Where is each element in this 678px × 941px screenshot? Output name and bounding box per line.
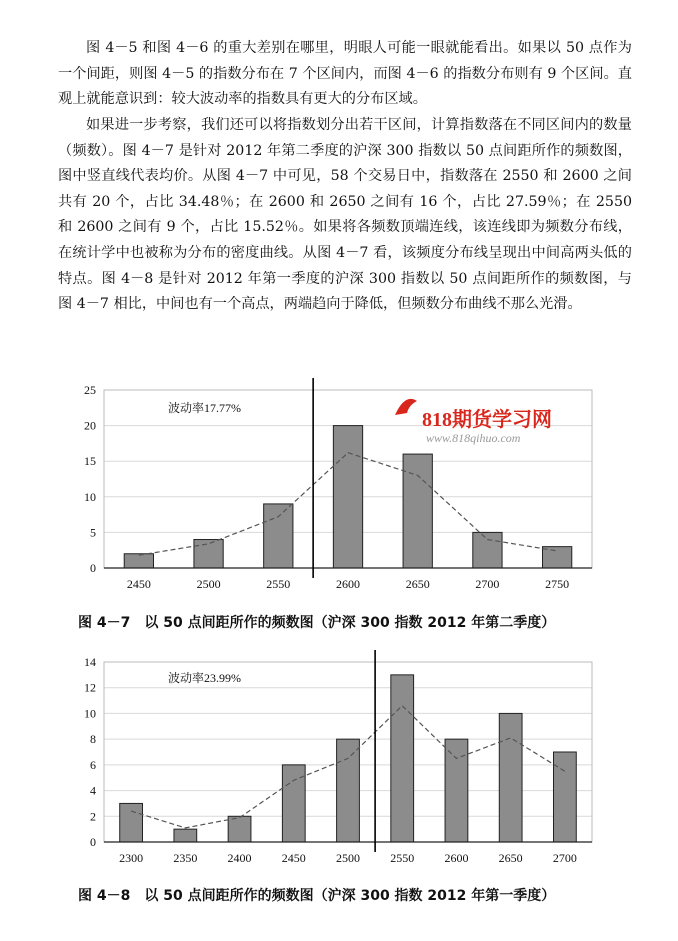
x-tick-label: 2350 bbox=[173, 851, 198, 864]
x-tick-label: 2450 bbox=[126, 577, 151, 591]
y-tick-label: 4 bbox=[90, 783, 96, 798]
bar bbox=[391, 675, 414, 842]
y-tick-label: 10 bbox=[84, 706, 96, 721]
watermark bbox=[395, 399, 552, 445]
figure-title: 以 50 点间距所作的频数图（沪深 300 指数 2012 年第一季度） bbox=[144, 888, 556, 904]
bar bbox=[554, 752, 577, 842]
x-tick-label: 2700 bbox=[552, 851, 577, 864]
bar bbox=[120, 803, 143, 842]
bar bbox=[337, 739, 360, 842]
volatility-annotation: 波动率23.99% bbox=[168, 671, 241, 685]
volatility-annotation: 波动率17.77% bbox=[168, 401, 241, 415]
frequency-chart-q2 bbox=[0, 378, 678, 600]
y-tick-label: 25 bbox=[84, 383, 96, 397]
y-tick-label: 2 bbox=[90, 809, 96, 824]
y-tick-label: 0 bbox=[90, 835, 96, 849]
x-tick-label: 2400 bbox=[227, 851, 252, 864]
x-tick-label: 2650 bbox=[405, 577, 430, 591]
frequency-chart-q1 bbox=[0, 650, 678, 864]
x-tick-label: 2600 bbox=[444, 851, 469, 864]
x-tick-label: 2600 bbox=[336, 577, 360, 591]
y-tick-label: 6 bbox=[90, 757, 96, 772]
bar bbox=[403, 454, 432, 568]
bar bbox=[194, 540, 223, 568]
y-tick-label: 14 bbox=[84, 655, 96, 669]
x-tick-label: 2750 bbox=[545, 577, 570, 591]
bar bbox=[174, 829, 197, 842]
x-tick-label: 2500 bbox=[336, 851, 360, 864]
paragraph-2: 如果进一步考察，我们还可以将指数划分出若干区间，计算指数落在不同区间内的数量（频数）。图 4－7 是针对 2012 年第二季度的沪深 300 指数以 50 点间距所作的频数图，图中竖直线代表均价。从图 4－7 中可见，58 个交易日中，指数落在 2550 和 2600 之间共有 20 个，占比 34.48％；在 2600 和 2650 之间有 16 个，占比 27.59％；在 2550 和 2600 之间有 9 个，占比 15.52％。如果将各频数顶端连线，该连线即为频数分布线，在统计学中也被称为分布的密度曲线。从图 4－7 看，该频度分布线呈现出中间高两头低的特点。图 4－8 是针对 2012 年第一季度的沪深 300 指数以 50 点间距所作的频数图，与图 4－7 相比，中间也有一个高点，两端趋向于降低，但频数分布曲线不那么光滑。 bbox=[58, 117, 632, 313]
y-tick-label: 0 bbox=[90, 561, 96, 575]
x-tick-label: 2700 bbox=[475, 577, 500, 591]
y-tick-label: 5 bbox=[90, 525, 96, 540]
bar bbox=[333, 426, 362, 568]
bar bbox=[264, 504, 293, 568]
x-tick-label: 2300 bbox=[119, 851, 144, 864]
x-tick-label: 2550 bbox=[390, 851, 415, 864]
paragraph-1: 图 4－5 和图 4－6 的重大差别在哪里，明眼人可能一眼就能看出。如果以 50 点作为一个间距，则图 4－5 的指数分布在 7 个区间内，而图 4－6 的指数分布则有 9 个区间。直观上就能意识到：较大波动率的指数具有更大的分布区域。 bbox=[58, 40, 632, 108]
figure-caption-4-8 bbox=[78, 885, 555, 905]
x-tick-label: 2500 bbox=[196, 577, 221, 591]
x-tick-label: 2550 bbox=[266, 577, 291, 591]
bar bbox=[282, 765, 305, 842]
bar bbox=[228, 816, 251, 842]
watermark-brand: 818期货学习网 bbox=[422, 409, 552, 431]
bar bbox=[499, 713, 522, 842]
flame-logo-icon bbox=[395, 399, 417, 415]
bar bbox=[445, 739, 468, 842]
x-tick-label: 2450 bbox=[281, 851, 306, 864]
bar bbox=[124, 554, 153, 568]
y-tick-label: 12 bbox=[84, 680, 96, 695]
y-tick-label: 15 bbox=[84, 454, 96, 469]
y-tick-label: 10 bbox=[84, 489, 96, 504]
figure-number: 图 4－8 bbox=[78, 888, 131, 904]
y-tick-label: 20 bbox=[84, 418, 96, 433]
bar bbox=[473, 532, 502, 568]
figure-number: 图 4－7 bbox=[78, 615, 131, 631]
x-tick-label: 2650 bbox=[498, 851, 523, 864]
figure-caption-4-7 bbox=[78, 612, 555, 632]
y-tick-label: 8 bbox=[90, 732, 96, 747]
bar bbox=[543, 547, 572, 568]
watermark-url: www.818qihuo.com bbox=[426, 431, 521, 445]
figure-title: 以 50 点间距所作的频数图（沪深 300 指数 2012 年第二季度） bbox=[144, 615, 556, 631]
